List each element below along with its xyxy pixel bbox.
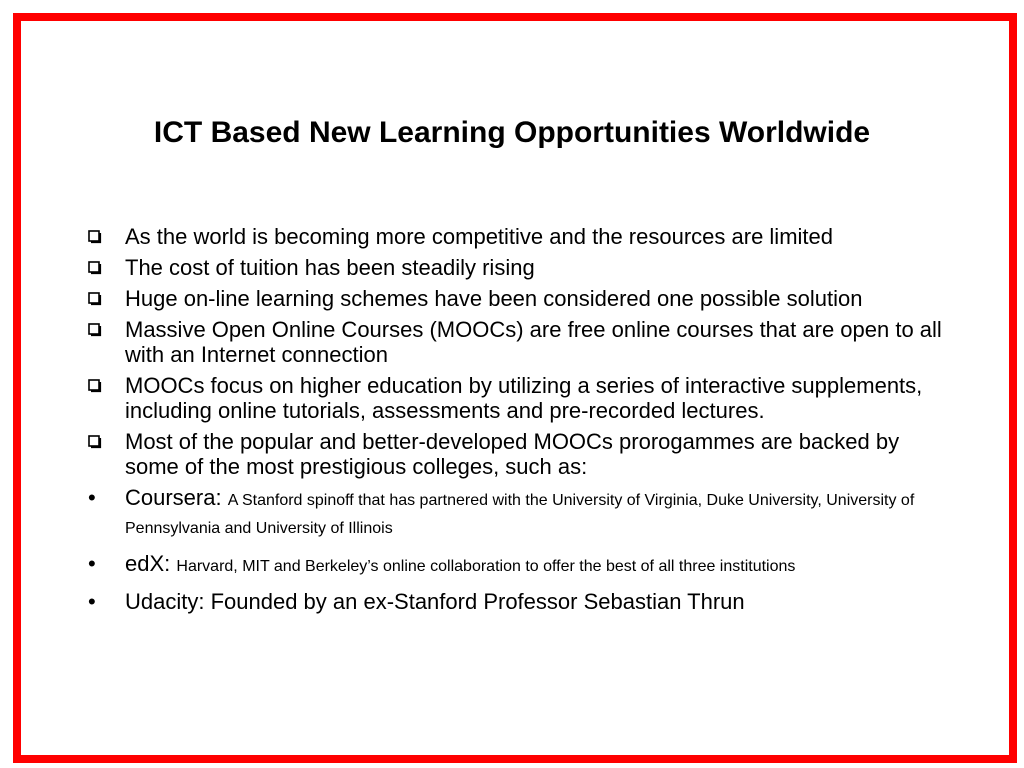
bullet-text: Massive Open Online Courses (MOOCs) are free online courses that are open to all with an Internet connection bbox=[125, 317, 942, 367]
bullet-list bbox=[84, 224, 944, 624]
bullet-text: As the world is becoming more competitive and the resources are limited bbox=[125, 224, 833, 249]
bullet-text: MOOCs focus on higher education by utilizing a series of interactive supplements, including online tutorials, assessments and pre-recorded lectures. bbox=[125, 373, 923, 423]
list-item bbox=[84, 485, 944, 541]
bullet-lead: Coursera: bbox=[125, 485, 222, 510]
bullet-text: Huge on-line learning schemes have been considered one possible solution bbox=[125, 286, 863, 311]
square-bullet-icon bbox=[88, 379, 102, 393]
list-item bbox=[84, 589, 944, 614]
square-bullet-icon bbox=[88, 435, 102, 449]
list-item bbox=[84, 551, 944, 579]
list-item bbox=[84, 255, 944, 280]
square-bullet-icon bbox=[88, 230, 102, 244]
list-item bbox=[84, 429, 944, 479]
list-item bbox=[84, 317, 944, 367]
square-bullet-icon bbox=[88, 323, 102, 337]
bullet-detail: Harvard, MIT and Berkeley’s online collaboration to offer the best of all three institutions bbox=[176, 558, 796, 575]
slide-title: ICT Based New Learning Opportunities Worldwide bbox=[153, 116, 871, 149]
square-bullet-icon bbox=[88, 261, 102, 275]
bullet-lead: Udacity: Founded by an ex-Stanford Professor Sebastian Thrun bbox=[125, 589, 745, 614]
list-item bbox=[84, 224, 944, 249]
round-bullet-icon: • bbox=[88, 485, 96, 510]
bullet-text: Most of the popular and better-developed MOOCs prorogammes are backed by some of the most prestigious colleges, such as: bbox=[125, 429, 900, 479]
square-bullet-icon bbox=[88, 292, 102, 306]
bullet-lead: edX: bbox=[125, 551, 171, 576]
bullet-text: The cost of tuition has been steadily rising bbox=[125, 255, 535, 280]
round-bullet-icon: • bbox=[88, 551, 96, 576]
bullet-detail: A Stanford spinoff that has partnered with the University of Virginia, Duke University, University of Pennsylvania and University of Illinois bbox=[125, 492, 915, 537]
round-bullet-icon: • bbox=[88, 589, 96, 614]
list-item bbox=[84, 286, 944, 311]
list-item bbox=[84, 373, 944, 423]
